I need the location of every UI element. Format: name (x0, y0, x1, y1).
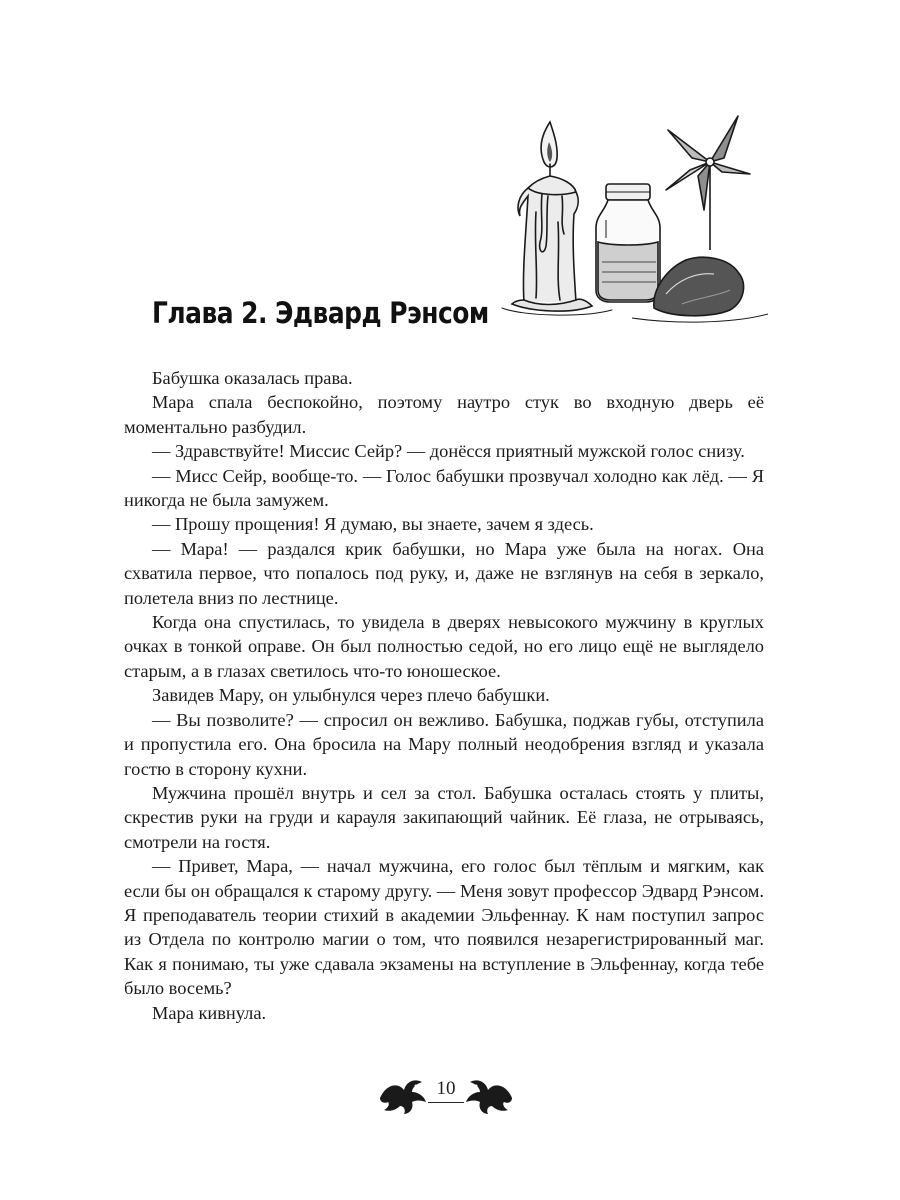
dragon-ornament-right-icon (462, 1076, 516, 1120)
paragraph: — Мара! — раздался крик бабушки, но Мара уже была на ногах. Она схватила первое, что попалось под руку, и, даже не взглянув на себя в зеркало, полетела вниз по лестнице. (124, 538, 764, 608)
jar-illustration (596, 184, 660, 302)
chapter-body (124, 366, 764, 1025)
paragraph: — Мисс Сейр, вообще-то. — Голос бабушки прозвучал холодно как лёд. — Я никогда не была замужем. (124, 465, 764, 511)
page-footer (376, 1076, 516, 1120)
paragraph: Когда она спустилась, то увидела в дверях невысокого мужчину в круглых очках в тонкой оправе. Он был полностью седой, но его лицо ещё не выглядело старым, а в глазах светилось что-то юношеское. (124, 612, 764, 681)
paragraph: Мужчина прошёл внутрь и сел за стол. Бабушка осталась стоять у плиты, скрестив руки на груди и карауля закипающий чайник. Её глаза, не отрываясь, смотрели на гостя. (124, 782, 764, 852)
dragon-ornament-left-icon (376, 1076, 430, 1120)
paragraph: — Здравствуйте! Миссис Сейр? — донёсся приятный мужской голос снизу. (152, 441, 745, 462)
paragraph: Мара кивнула. (152, 1002, 267, 1023)
paragraph: Завидев Мару, он улыбнулся через плечо бабушки. (152, 685, 550, 706)
paragraph: — Вы позволите? — спросил он вежливо. Бабушка, поджав губы, отступила и пропустила его. Она бросила на Мару полный неодобрения взгляд и указала гостю в сторону кухни. (124, 709, 764, 779)
paragraph: Мара спала беспокойно, поэтому наутро стук во входную дверь её моментально разбудил. (124, 392, 764, 437)
paragraph: Бабушка оказалась права. (152, 368, 353, 388)
page-number-rule (428, 1102, 464, 1103)
chapter-title: Глава 2. Эдвард Рэнсом (152, 296, 489, 330)
page-number: 10 (436, 1078, 456, 1099)
chapter-illustration (482, 112, 782, 327)
paragraph: — Привет, Мара, — начал мужчина, его голос был тёплым и мягким, как если бы он обращался к старому другу. — Меня зовут профессор Эдвард Рэнсом. Я преподаватель теории стихий в академии Эльфеннау. К нам поступил запрос из Отдела по контролю магии о том, что появился незарегистрированный маг. Как я понимаю, ты уже сдавала экзамены на вступление в Эльфеннау, когда тебе было восемь? (124, 856, 764, 999)
pinwheel-illustration (666, 116, 750, 250)
paragraph: — Прошу прощения! Я думаю, вы знаете, зачем я здесь. (152, 514, 594, 535)
